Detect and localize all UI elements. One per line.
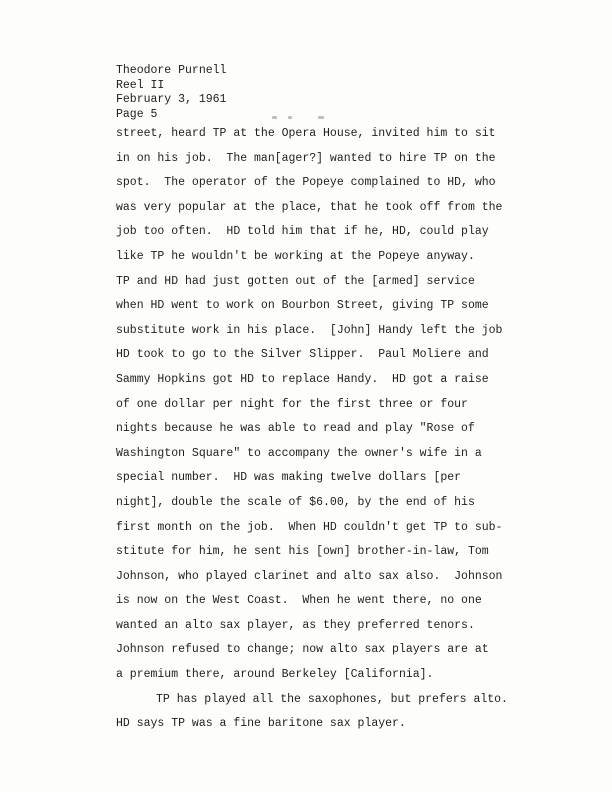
- transcript-line: is now on the West Coast. When he went there, no one: [116, 594, 482, 608]
- scan-smudge: [288, 116, 292, 119]
- transcript-body: [116, 122, 536, 737]
- interview-date: February 3, 1961: [116, 93, 227, 106]
- transcript-line: Washington Square" to accompany the owner's wife in a: [116, 446, 482, 460]
- transcript-line: when HD went to work on Bourbon Street, giving TP some: [116, 299, 489, 313]
- transcript-line: job too often. HD told him that if he, HD, could play: [116, 225, 489, 239]
- transcript-line: Johnson refused to change; now alto sax players are at: [116, 643, 489, 657]
- transcript-line: first month on the job. When HD couldn't get TP to sub-: [116, 520, 503, 534]
- transcript-line: Sammy Hopkins got HD to replace Handy. HD got a raise: [116, 372, 489, 386]
- transcript-line: TP and HD had just gotten out of the [armed] service: [116, 274, 475, 288]
- transcript-line: like TP he wouldn't be working at the Popeye anyway.: [116, 249, 475, 263]
- transcript-line: of one dollar per night for the first three or four: [116, 397, 468, 411]
- transcript-line: wanted an alto sax player, as they preferred tenors.: [116, 618, 475, 632]
- transcript-line: substitute work in his place. [John] Handy left the job: [116, 323, 503, 337]
- transcript-line: Johnson, who played clarinet and alto sax also. Johnson: [116, 569, 503, 583]
- page-number: Page 5: [116, 107, 158, 121]
- reel-number: Reel II: [116, 78, 165, 92]
- transcript-line: spot. The operator of the Popeye complained to HD, who: [116, 176, 496, 190]
- scan-smudge: [272, 116, 277, 119]
- transcript-line: TP has played all the saxophones, but prefers alto.: [156, 692, 508, 706]
- transcript-line: night], double the scale of $6.00, by the end of his: [116, 495, 475, 509]
- transcript-line: nights because he was able to read and play "Rose of: [116, 422, 475, 436]
- transcript-line: street, heard TP at the Opera House, invited him to sit: [116, 127, 496, 140]
- transcript-line: in on his job. The man[ager?] wanted to hire TP on the: [116, 151, 496, 165]
- interviewee-name: Theodore Purnell: [116, 64, 227, 77]
- transcript-line: special number. HD was making twelve dollars [per: [116, 471, 462, 485]
- transcript-line: a premium there, around Berkeley [California].: [116, 668, 434, 682]
- page-header: [116, 64, 226, 122]
- transcript-line: was very popular at the place, that he took off from the: [116, 200, 503, 214]
- scan-smudge: [318, 116, 324, 119]
- transcript-line: stitute for him, he sent his [own] brother-in-law, Tom: [116, 545, 489, 559]
- transcript-line: HD says TP was a fine baritone sax player.: [116, 717, 406, 731]
- transcript-line: HD took to go to the Silver Slipper. Paul Moliere and: [116, 348, 489, 362]
